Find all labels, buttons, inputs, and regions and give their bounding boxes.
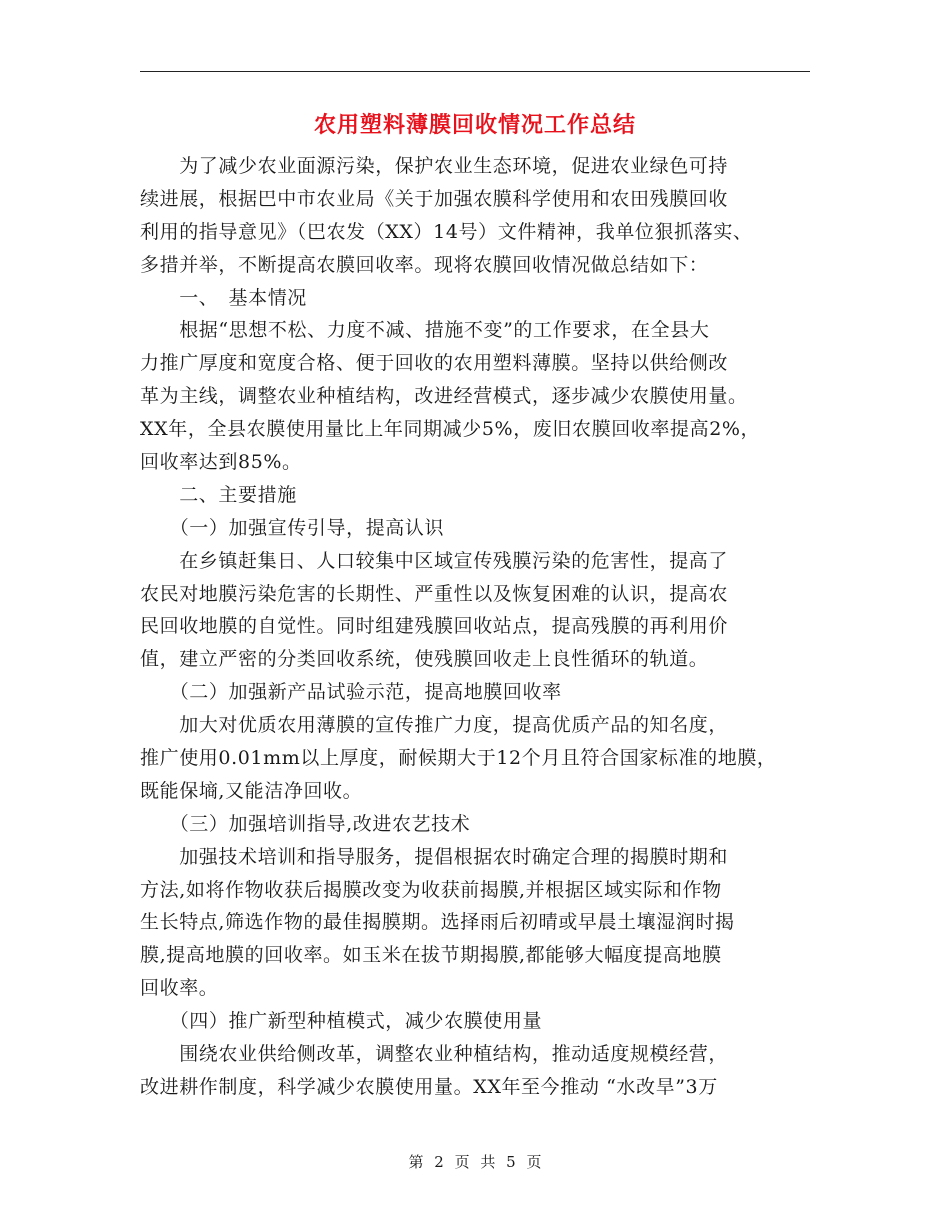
- body-line: 既能保墒,又能洁净回收。: [140, 779, 363, 802]
- body-line: XX年，全县农膜使用量比上年同期减少5%，废旧农膜回收率提高2%，: [140, 418, 761, 441]
- body-line: 围绕农业供给侧改革，调整农业种植结构，推动适度规模经营，: [140, 1043, 729, 1066]
- body-line: 加强技术培训和指导服务，提倡根据农时确定合理的揭膜时期和: [140, 845, 729, 868]
- document-body: [140, 150, 820, 1104]
- body-line: 膜,提高地膜的回收率。如玉米在拔节期揭膜,都能够大幅度提高地膜: [140, 944, 722, 967]
- body-line: 生长特点,筛选作物的最佳揭膜期。选择雨后初晴或早晨土壤湿润时揭: [140, 911, 735, 934]
- body-line: 改进耕作制度，科学减少农膜使用量。XX年至今推动 “水改旱”3万: [140, 1075, 718, 1098]
- subsection-heading-4: （四）推广新型种植模式，减少农膜使用量: [140, 1010, 543, 1033]
- body-line: 革为主线，调整农业种植结构，改进经营模式，逐步减少农膜使用量。: [140, 385, 748, 408]
- body-line: 利用的指导意见》（巴农发（XX）14号）文件精神，我单位狠抓落实、: [140, 220, 753, 243]
- body-line: 方法,如将作物收获后揭膜改变为收获前揭膜,并根据区域实际和作物: [140, 878, 722, 901]
- header-rule: [140, 71, 810, 72]
- body-line: 力推广厚度和宽度合格、便于回收的农用塑料薄膜。坚持以供给侧改: [140, 352, 729, 375]
- document-title: 农用塑料薄膜回收情况工作总结: [313, 113, 636, 138]
- page-number: 第 2 页 共 5 页: [408, 1153, 542, 1171]
- body-line: 为了减少农业面源污染，保护农业生态环境，促进农业绿色可持: [140, 155, 729, 177]
- body-line: 续进展，根据巴中市农业局《关于加强农膜科学使用和农田残膜回收: [140, 187, 729, 210]
- body-line: 农民对地膜污染危害的长期性、严重性以及恢复困难的认识，提高农: [140, 582, 729, 605]
- body-line: 在乡镇赶集日、人口较集中区域宣传残膜污染的危害性，提高了: [140, 549, 729, 572]
- body-line: 民回收地膜的自觉性。同时组建残膜回收站点，提高残膜的再利用价: [140, 615, 729, 638]
- body-line: 回收率。: [140, 977, 219, 1000]
- subsection-heading-2: （二）加强新产品试验示范，提高地膜回收率: [140, 681, 562, 704]
- section-heading-basic: 一、 基本情况: [140, 286, 307, 309]
- body-line: 根据“思想不松、力度不减、措施不变”的工作要求，在全县大: [140, 319, 710, 342]
- body-line: 多措并举，不断提高农膜回收率。现将农膜回收情况做总结如下：: [140, 253, 709, 276]
- body-line: 值，建立严密的分类回收系统，使残膜回收走上良性循环的轨道。: [140, 648, 709, 671]
- body-line: 加大对优质农用薄膜的宣传推广力度，提高优质产品的知名度，: [140, 714, 729, 737]
- body-line: 推广使用0.01mm以上厚度，耐候期大于12个月且符合国家标准的地膜，: [140, 747, 777, 770]
- body-line: 回收率达到85%。: [140, 451, 302, 474]
- subsection-heading-1: （一）加强宣传引导，提高认识: [140, 516, 445, 539]
- subsection-heading-3: （三）加强培训指导,改进农艺技术: [140, 812, 471, 835]
- section-heading-measures: 二、主要措施: [140, 483, 297, 506]
